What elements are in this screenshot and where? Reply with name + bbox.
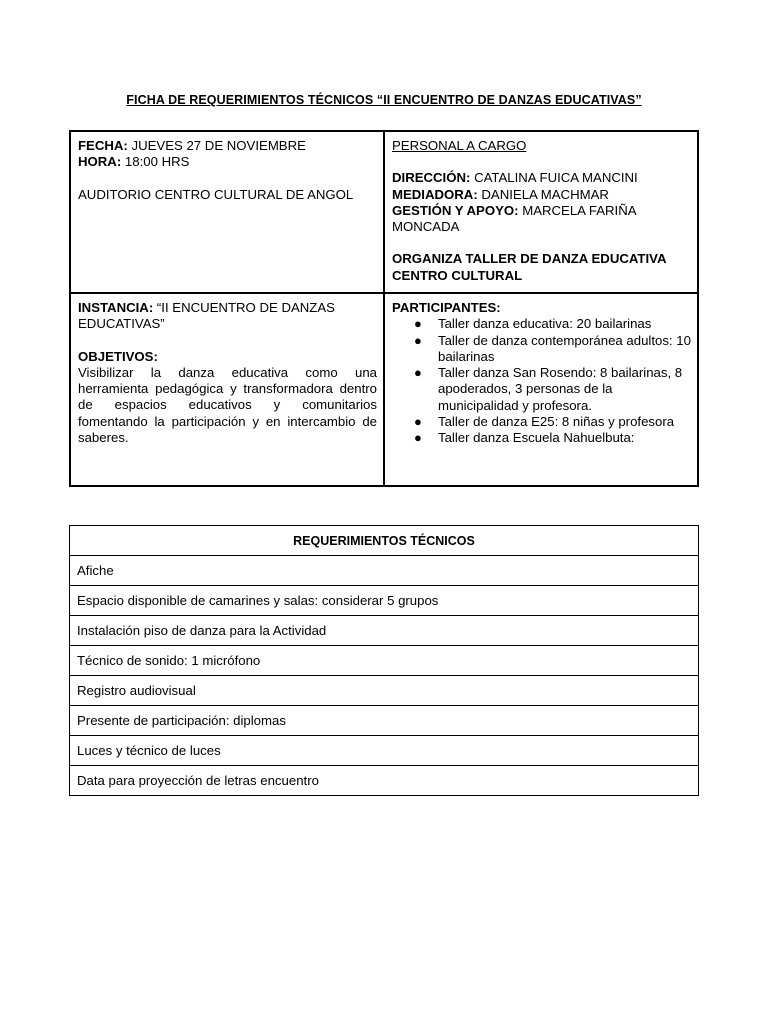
hora-label: HORA: (78, 154, 122, 170)
organiza-line-1: ORGANIZA TALLER DE DANZA EDUCATIVA (392, 251, 667, 267)
requirement-row: Luces y técnico de luces (70, 736, 699, 766)
requirement-row: Data para proyección de letras encuentro (70, 766, 699, 796)
objetivos-label: OBJETIVOS: (78, 348, 158, 364)
document-title: FICHA DE REQUERIMIENTOS TÉCNICOS “II ENCUENTRO DE DANZAS EDUCATIVAS” (126, 93, 642, 107)
mediadora-line (392, 187, 691, 203)
event-details-cell (70, 131, 384, 293)
participant-item: ● Taller de danza contemporánea adultos: 10 bailarinas (414, 332, 691, 364)
fecha-label: FECHA: (78, 138, 128, 153)
requirement-row: Afiche (70, 556, 699, 586)
bullet-dot-icon: ● (414, 365, 422, 381)
requirements-table (69, 525, 699, 796)
gestion-value: MARCELA FARIÑA MONCADA (392, 202, 636, 235)
bullet-dot-icon: ● (414, 332, 422, 348)
direccion-label: DIRECCIÓN: (392, 170, 471, 186)
personal-heading: PERSONAL A CARGO (392, 138, 527, 153)
requirement-row: Técnico de sonido: 1 micrófono (70, 646, 699, 676)
instancia-label: INSTANCIA: (78, 300, 154, 315)
instance-cell (70, 293, 384, 486)
gestion-line (392, 203, 691, 236)
organiza-line-2: CENTRO CULTURAL (392, 267, 523, 283)
gestion-label: GESTIÓN Y APOYO: (392, 202, 519, 218)
requirement-row: Presente de participación: diplomas (70, 706, 699, 736)
event-info-table (69, 130, 699, 487)
participants-cell (384, 293, 698, 486)
participant-item: ● Taller danza Escuela Nahuelbuta: (414, 430, 635, 446)
bullet-dot-icon: ● (414, 414, 422, 430)
instancia-line (78, 300, 377, 333)
mediadora-label: MEDIADORA: (392, 186, 478, 202)
direccion-line (392, 170, 691, 186)
mediadora-value: DANIELA MACHMAR (481, 186, 609, 202)
objetivos-text: Visibilizar la danza educativa como una herramienta pedagógica y transformadora dentro de espacios educativos y comunitarios fomentando la participación y en intercambio de saberes. (78, 364, 377, 446)
hora-line (78, 154, 377, 170)
participants-list (392, 316, 691, 446)
participant-item: ● Taller de danza E25: 8 niñas y profesora (414, 414, 675, 430)
requirement-row: Instalación piso de danza para la Actividad (70, 616, 699, 646)
bullet-dot-icon: ● (414, 316, 422, 332)
requirements-header: REQUERIMIENTOS TÉCNICOS (70, 526, 699, 556)
participantes-label: PARTICIPANTES: (392, 300, 501, 315)
direccion-value: CATALINA FUICA MANCINI (474, 170, 638, 186)
requirement-row: Registro audiovisual (70, 676, 699, 706)
staff-cell (384, 131, 698, 293)
instancia-value: “II ENCUENTRO DE DANZAS EDUCATIVAS” (78, 300, 335, 332)
hora-value: 18:00 HRS (124, 154, 190, 170)
participant-item: ● Taller danza San Rosendo: 8 bailarinas, 8 apoderados, 3 personas de la municipalidad y profesora. (414, 365, 683, 413)
bullet-dot-icon: ● (414, 430, 422, 446)
fecha-value: JUEVES 27 DE NOVIEMBRE (131, 138, 306, 153)
participant-item: ● Taller danza educativa: 20 bailarinas (414, 316, 652, 332)
requirement-row: Espacio disponible de camarines y salas: considerar 5 grupos (70, 586, 699, 616)
venue-text: AUDITORIO CENTRO CULTURAL DE ANGOL (78, 186, 354, 202)
fecha-line (78, 138, 377, 154)
